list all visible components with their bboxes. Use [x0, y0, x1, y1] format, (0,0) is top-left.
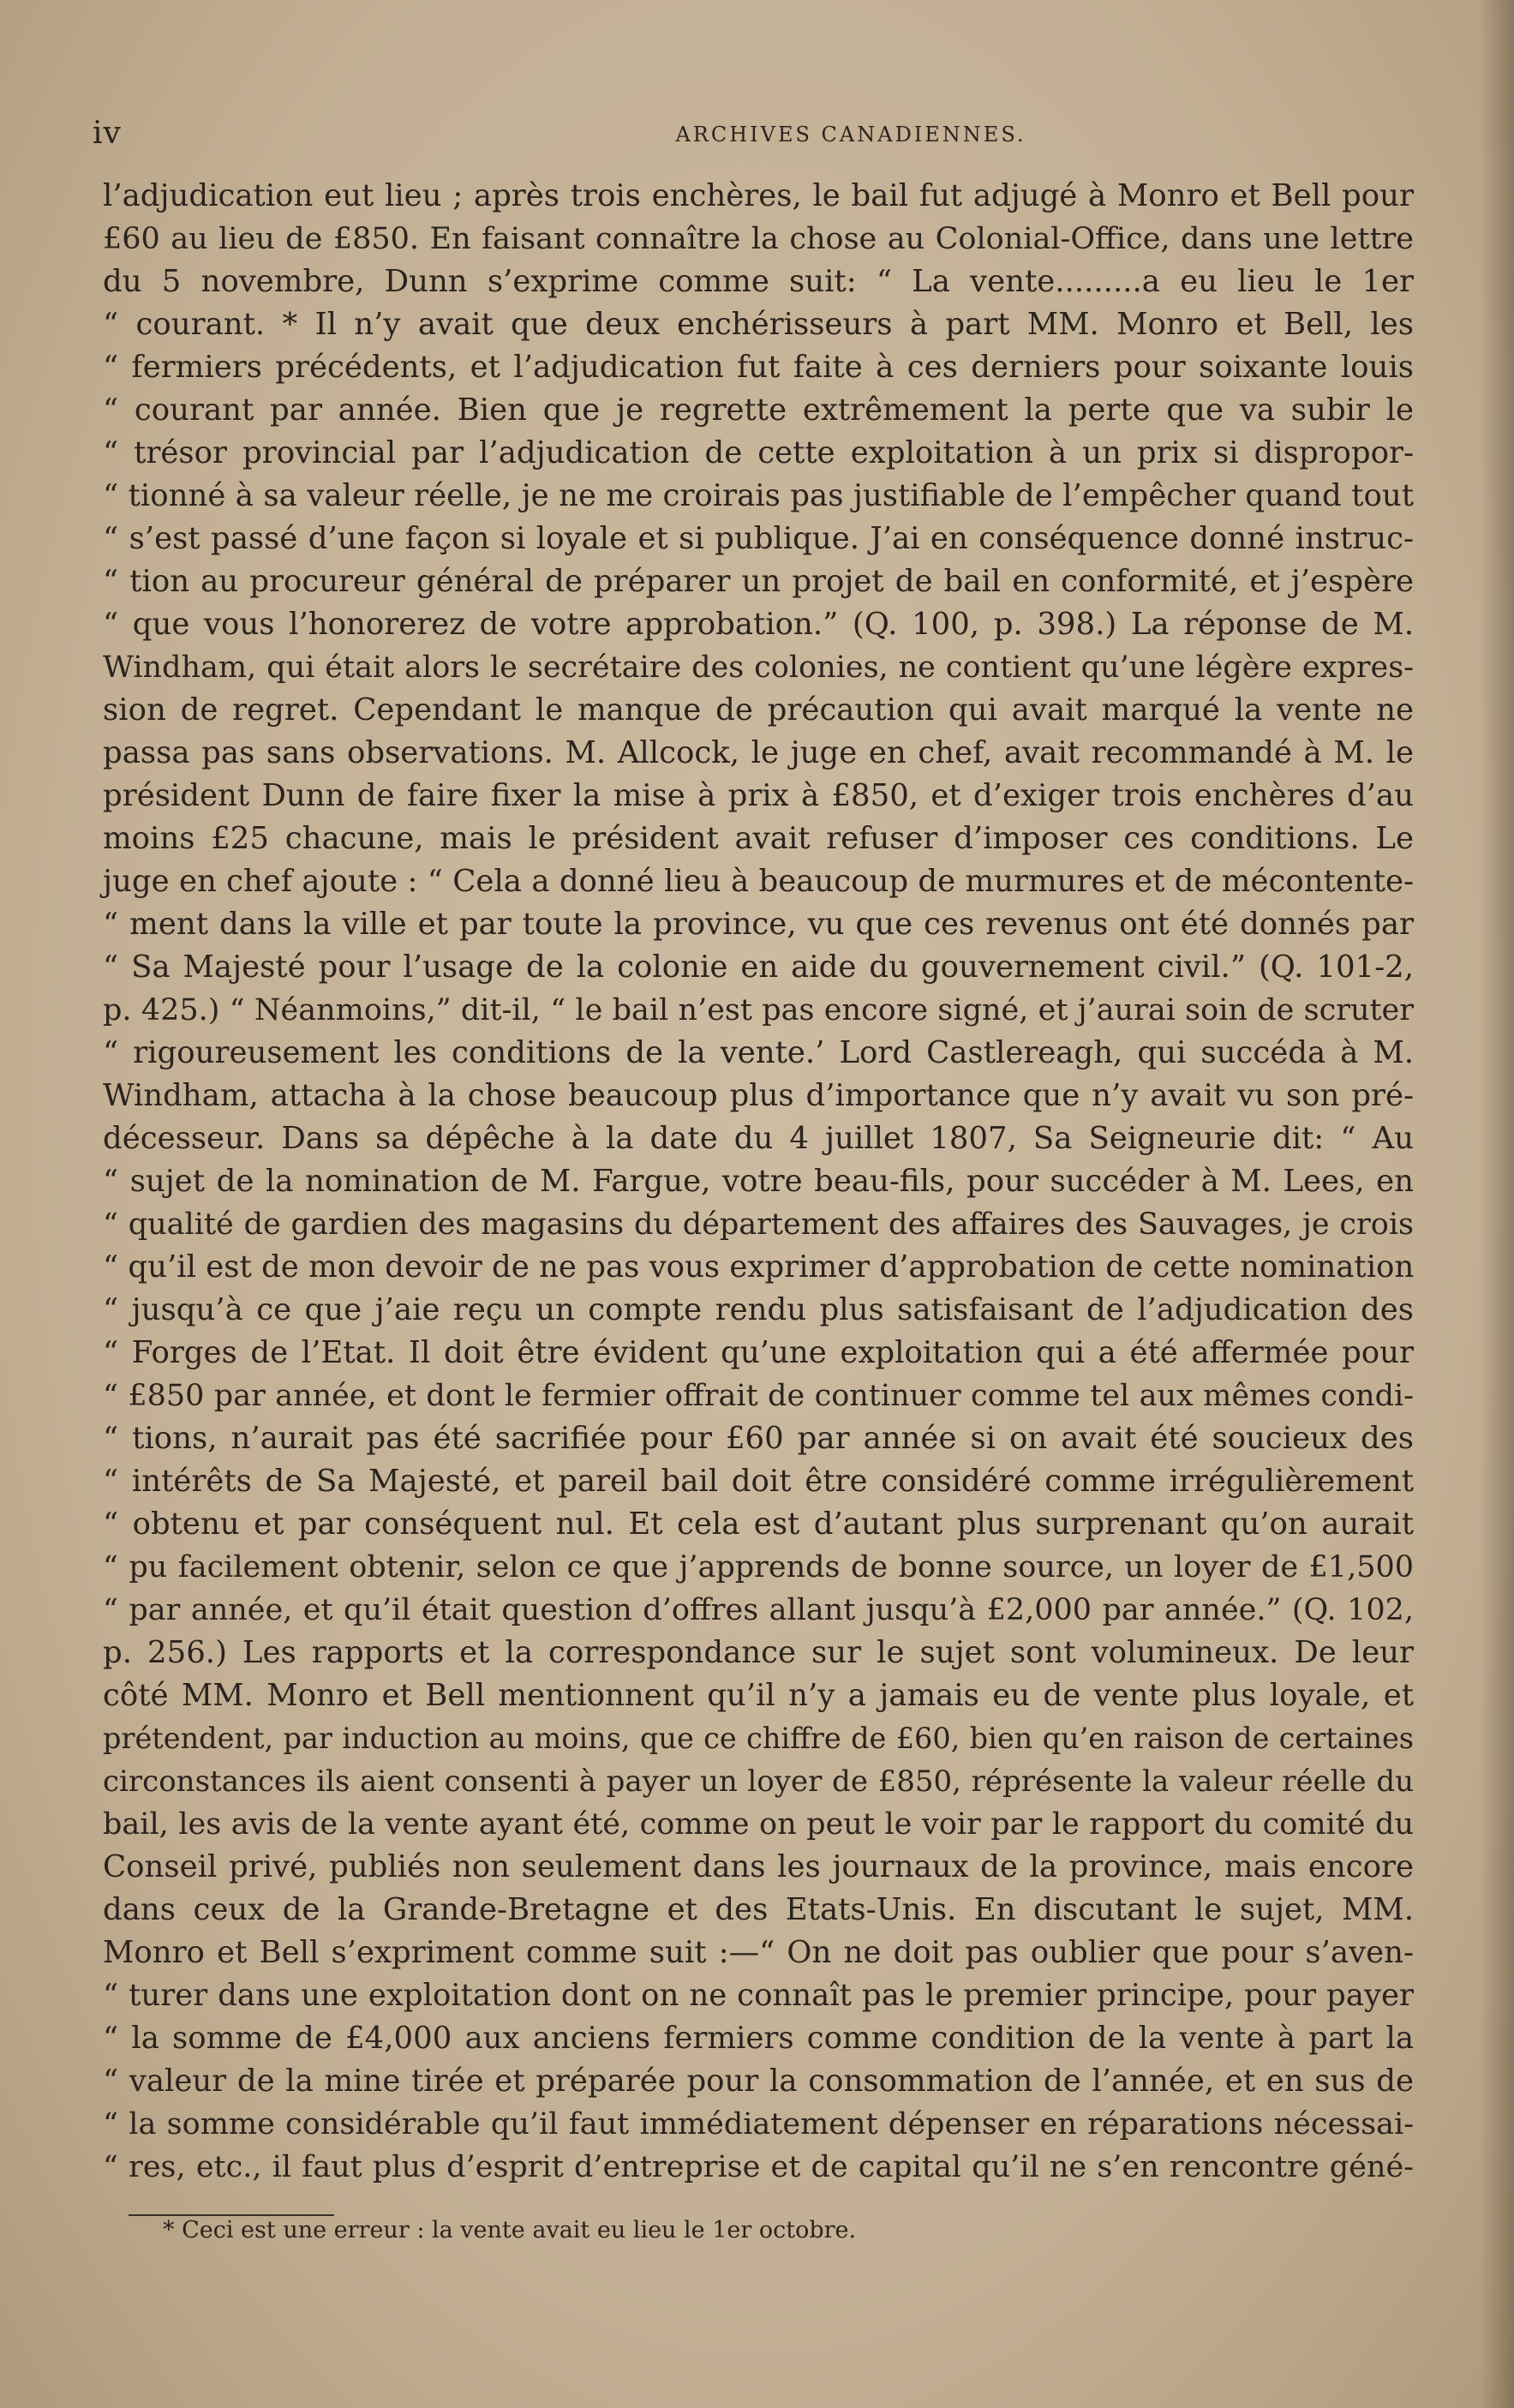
page-edge-shadow [1480, 0, 1514, 2408]
body-text [103, 175, 1414, 2189]
text-line: “ fermiers précédents, et l’adjudication fut faite à ces derniers pour soixante louis [103, 350, 1414, 385]
text-line: “ jusqu’à ce que j’aie reçu un compte rendu plus satisfaisant de l’adjudication des [103, 1292, 1414, 1327]
text-line: “ sujet de la nomination de M. Fargue, votre beau-fils, pour succéder à M. Lees, en [103, 1164, 1414, 1199]
text-line: “ pu facilement obtenir, selon ce que j’apprends de bonne source, un loyer de £1,500 [103, 1550, 1414, 1584]
text-line: “ £850 par année, et dont le fermier offrait de continuer comme tel aux mêmes condi- [103, 1379, 1414, 1413]
text-line: décesseur. Dans sa dépêche à la date du 4 juillet 1807, Sa Seigneurie dit: “ Au [103, 1121, 1414, 1156]
text-line: “ courant. * Il n’y avait que deux enchérisseurs à part MM. Monro et Bell, les [103, 307, 1414, 342]
text-line: “ trésor provincial par l’adjudication de cette exploitation à un prix si dispropor- [103, 435, 1414, 470]
text-line: circonstances ils aient consenti à payer un loyer de £850, réprésente la valeur réelle du [103, 1764, 1414, 1799]
running-head [93, 117, 1429, 151]
footnote: * Ceci est une erreur : la vente avait eu lieu le 1er octobre. [163, 2217, 857, 2243]
text-line: Windham, qui était alors le secrétaire des colonies, ne contient qu’une légère expres- [103, 650, 1414, 685]
text-line: sion de regret. Cependant le manque de précaution qui avait marqué la vente ne [103, 692, 1414, 728]
text-line: Conseil privé, publiés non seulement dans les journaux de la province, mais encore [103, 1849, 1414, 1884]
text-line: “ intérêts de Sa Majesté, et pareil bail doit être considéré comme irrégulièrement [103, 1464, 1414, 1499]
text-line: “ Sa Majesté pour l’usage de la colonie en aide du gouvernement civil.” (Q. 101-2, [103, 949, 1414, 985]
text-line: “ qualité de gardien des magasins du département des affaires des Sauvages, je crois [103, 1207, 1414, 1242]
text-line: “ que vous l’honorerez de votre approbation.” (Q. 100, p. 398.) La réponse de M. [103, 607, 1414, 642]
text-line: p. 256.) Les rapports et la correspondance sur le sujet sont volumineux. De leur [103, 1635, 1414, 1670]
text-line: Monro et Bell s’expriment comme suit :—“ On ne doit pas oublier que pour s’aven- [103, 1935, 1414, 1970]
running-title: ARCHIVES CANADIENNES. [675, 123, 1026, 147]
text-line: “ Forges de l’Etat. Il doit être évident qu’une exploitation qui a été affermée pour [103, 1335, 1414, 1370]
text-line: “ obtenu et par conséquent nul. Et cela est d’autant plus surprenant qu’on aurait [103, 1506, 1414, 1542]
text-line: “ ment dans la ville et par toute la province, vu que ces revenus ont été donnés par [103, 907, 1414, 942]
text-line: “ la somme de £4,000 aux anciens fermiers comme condition de la vente à part la [103, 2021, 1414, 2056]
text-line: bail, les avis de la vente ayant été, comme on peut le voir par le rapport du comité du [103, 1807, 1414, 1842]
text-line: dans ceux de la Grande-Bretagne et des Etats-Unis. En discutant le sujet, MM. [103, 1892, 1414, 1927]
text-line: “ tion au procureur général de préparer un projet de bail en conformité, et j’espère [103, 564, 1414, 599]
text-line: président Dunn de faire fixer la mise à prix à £850, et d’exiger trois enchères d’au [103, 778, 1414, 813]
text-line: p. 425.) “ Néanmoins,” dit-il, “ le bail n’est pas encore signé, et j’aurai soin de scruter [103, 993, 1414, 1027]
text-line: “ tions, n’aurait pas été sacrifiée pour £60 par année si on avait été soucieux des [103, 1421, 1414, 1456]
text-line: “ turer dans une exploitation dont on ne connaît pas le premier principe, pour payer [103, 1978, 1414, 2013]
text-line: du 5 novembre, Dunn s’exprime comme suit: “ La vente.........a eu lieu le 1er [103, 264, 1414, 299]
page-number: iv [93, 116, 122, 151]
text-line: “ res, etc., il faut plus d’esprit d’entreprise et de capital qu’il ne s’en rencontre géné- [103, 2150, 1414, 2184]
text-line: passa pas sans observations. M. Allcock, le juge en chef, avait recommandé à M. le [103, 735, 1414, 770]
text-line: “ par année, et qu’il était question d’offres allant jusqu’à £2,000 par année.” (Q. 102, [103, 1593, 1414, 1627]
text-line: “ tionné à sa valeur réelle, je ne me croirais pas justifiable de l’empêcher quand tout [103, 478, 1414, 513]
text-line: Windham, attacha à la chose beaucoup plus d’importance que n’y avait vu son pré- [103, 1078, 1414, 1113]
text-line: juge en chef ajoute : “ Cela a donné lieu à beaucoup de murmures et de mécontente- [103, 864, 1414, 899]
text-line: “ la somme considérable qu’il faut immédiatement dépenser en réparations nécessai- [103, 2107, 1414, 2141]
text-line: “ rigoureusement les conditions de la vente.’ Lord Castlereagh, qui succéda à M. [103, 1035, 1414, 1070]
text-line: moins £25 chacune, mais le président avait refuser d’imposer ces conditions. Le [103, 821, 1414, 856]
text-line: côté MM. Monro et Bell mentionnent qu’il n’y a jamais eu de vente plus loyale, et [103, 1678, 1414, 1713]
text-line: “ courant par année. Bien que je regrette extrêmement la perte que va subir le [103, 392, 1414, 428]
text-line: “ valeur de la mine tirée et préparée pour la consommation de l’année, et en sus de [103, 2064, 1414, 2099]
text-line: £60 au lieu de £850. En faisant connaître la chose au Colonial-Office, dans une lettre [103, 222, 1414, 256]
text-line: “ qu’il est de mon devoir de ne pas vous exprimer d’approbation de cette nomination [103, 1249, 1415, 1285]
text-line: prétendent, par induction au moins, que ce chiffre de £60, bien qu’en raison de certaines [103, 1722, 1414, 1755]
text-line: l’adjudication eut lieu ; après trois enchères, le bail fut adjugé à Monro et Bell pour [103, 178, 1414, 213]
text-line: “ s’est passé d’une façon si loyale et si publique. J’ai en conséquence donné instruc- [103, 521, 1414, 556]
